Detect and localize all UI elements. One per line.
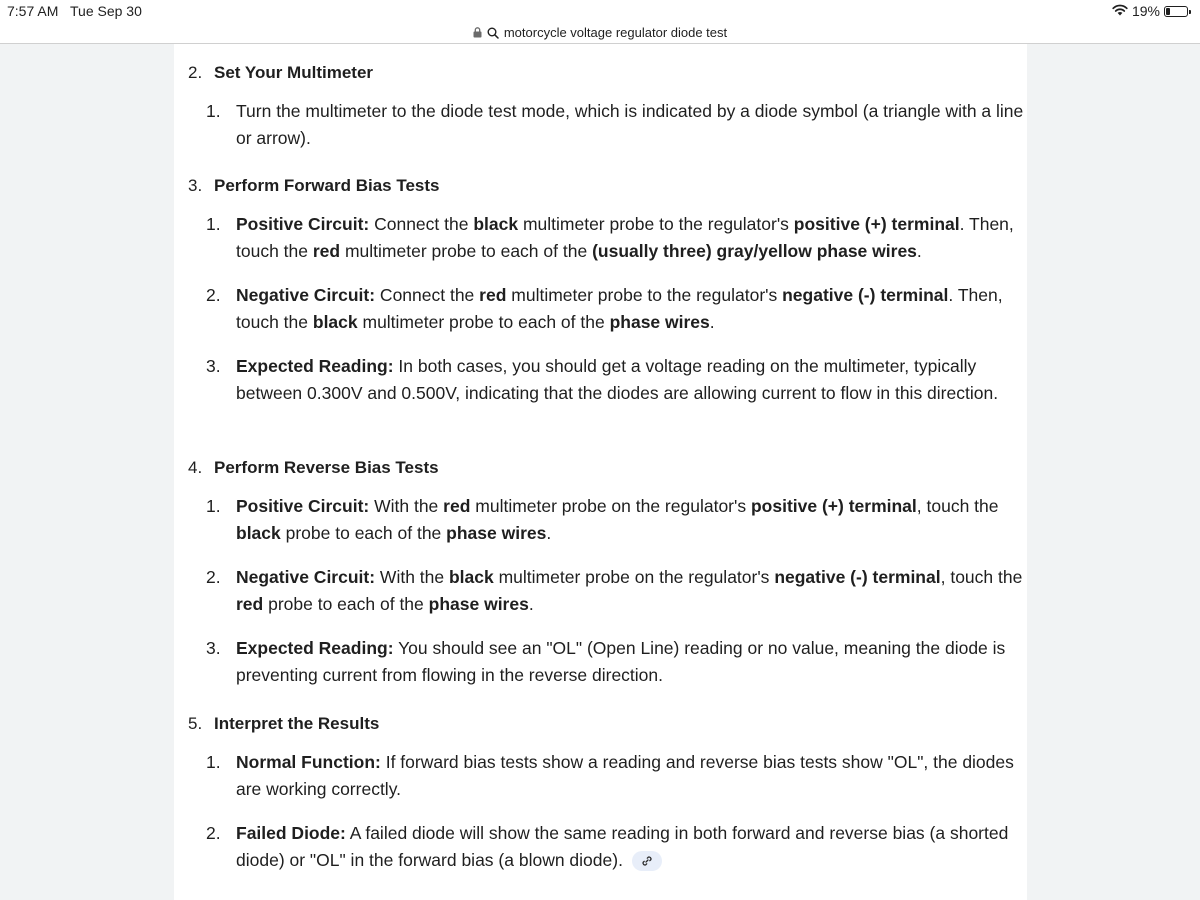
text-run: . [528,594,534,614]
list-item-text [236,564,1026,618]
url-text: motorcycle voltage regulator diode test [503,25,728,40]
list-item-text [236,749,1026,803]
section-title: Perform Reverse Bias Tests [214,458,439,477]
battery-percent: 19% [1131,3,1160,19]
status-time: 7:57 AM [7,3,59,19]
bold-text: negative (-) terminal [774,567,941,587]
bold-text: Expected Reading: [236,356,394,376]
bold-text: Failed Diode: [236,823,346,843]
text-run: . [916,241,922,261]
text-run: With the [369,496,444,516]
bold-text: black [473,214,519,234]
text-run: Turn the multimeter to the diode test mode, which is indicated by a diode symbol (a triangle with a line or arrow). [236,101,1024,148]
text-run: multimeter probe to each of the [357,312,610,332]
bold-text: red [479,285,507,305]
status-bar [0,0,1200,22]
text-run: In both cases, you should get a voltage reading on the multimeter, typically between 0.300V and 0.500V, indicating that the diodes are allowing current to flow in this direction. [236,356,999,403]
bold-text: Positive Circuit: [236,214,370,234]
search-icon [487,27,499,39]
list-item-text [236,820,1026,874]
text-run: multimeter probe on the regulator's [470,496,751,516]
answer-content: 2. Set Your Multimeter 1. Turn the multimeter to the diode test mode, which is indicated by a diode symbol (a triangle with a line or arrow). 3. Perform Forward Bias Tests 1. Positive Circuit: Connect the black multimeter probe to the regulator's positive (+) terminal. Then, touch the red multimeter probe to each of the (usually three) gray/yellow phase wires. 2. Negative Circuit: Connect the red multimeter probe to the regulator's negative (-) terminal. Then, touch the black multimeter probe to each of the phase wires. 3. Expected Reading: In both cases, you should get a voltage reading on the multimeter, typically between 0.300V and 0.500V, indicating that the diodes are allowing current to flow in this direction. 4. Perform Reverse Bias Tests 1. Positive Circuit: With the red multimeter probe on the regulator's positive (+) terminal, touch the black probe to each of the phase wires. 2. Negative Circuit: With the black multimeter probe on the regulator's negative (-) terminal, touch the red probe to each of the phase wires. 3. Expected Reading: You should see an "OL" (Open Line) reading or no value, meaning the diode is preventing current from flowing in the reverse direction. 5. Interpret the Results 1. Normal Function: If forward bias tests show a reading and reverse bias tests show "OL", the diodes are working correctly. 2. Failed Diode: A failed diode will show the same reading in both forward and reverse bias (a shorted diode) or "OL" in the forward bias (a blown diode). [174,44,1027,900]
text-run: . Then, touch the [236,214,1014,261]
text-run: With the [375,567,449,587]
list-item-text [236,98,1026,152]
lock-icon [473,27,482,38]
bold-text: black [448,567,494,587]
section-heading: 4. Perform Reverse Bias Tests [188,458,439,477]
list-item-text [236,211,1026,265]
bold-text: red [236,594,264,614]
section-title: Perform Forward Bias Tests [214,176,440,195]
text-run: probe to each of the [280,523,447,543]
text-run: , touch the [916,496,999,516]
list-item-text [236,353,1026,407]
text-run: multimeter probe to the regulator's [506,285,783,305]
source-link-button[interactable] [632,851,662,871]
list-item-text [236,282,1026,336]
link-icon [641,855,653,867]
bold-text: red [443,496,471,516]
bold-text: phase wires [428,594,529,614]
bold-text: red [312,241,341,261]
text-run: multimeter probe to the regulator's [518,214,794,234]
bold-text: negative (-) terminal [782,285,949,305]
bold-text: phase wires [609,312,710,332]
bold-text: phase wires [446,523,547,543]
section-title: Set Your Multimeter [214,63,374,82]
text-run: Connect the [369,214,474,234]
text-run: You should see an "OL" (Open Line) reading or no value, meaning the diode is preventing current from flowing in the reverse direction. [236,638,1006,685]
bold-text: positive (+) terminal [793,214,960,234]
status-indicators [1112,3,1188,19]
text-run: multimeter probe on the regulator's [493,567,775,587]
bold-text: positive (+) terminal [750,496,917,516]
bold-text: Expected Reading: [236,638,394,658]
text-run: . [546,523,552,543]
bold-text: Positive Circuit: [236,496,370,516]
text-run: If forward bias tests show a reading and reverse bias tests show "OL", the diodes are working correctly. [236,752,1014,799]
section-heading: 5. Interpret the Results [188,714,380,733]
section-heading: 2. Set Your Multimeter [188,63,374,82]
text-run: , touch the [940,567,1023,587]
text-run: multimeter probe to each of the [340,241,593,261]
section-title: Interpret the Results [214,714,380,733]
address-bar[interactable] [0,22,1200,44]
section-heading: 3. Perform Forward Bias Tests [188,176,440,195]
list-item-text [236,493,1026,547]
text-run: probe to each of the [263,594,429,614]
bold-text: black [236,523,281,543]
text-run: . Then, touch the [236,285,1003,332]
text-run: . [709,312,715,332]
bold-text: black [312,312,358,332]
bold-text: Negative Circuit: [236,285,376,305]
text-run: A failed diode will show the same reading in both forward and reverse bias (a shorted diode) or "OL" in the forward bias (a blown diode). [236,823,1009,870]
status-date: Tue Sep 30 [70,3,142,19]
list-item-text [236,635,1026,689]
battery-icon [1164,6,1188,17]
bold-text: (usually three) gray/yellow phase wires [592,241,917,261]
wifi-icon [1112,3,1128,19]
text-run: Connect the [375,285,480,305]
bold-text: Normal Function: [236,752,381,772]
bold-text: Negative Circuit: [236,567,376,587]
